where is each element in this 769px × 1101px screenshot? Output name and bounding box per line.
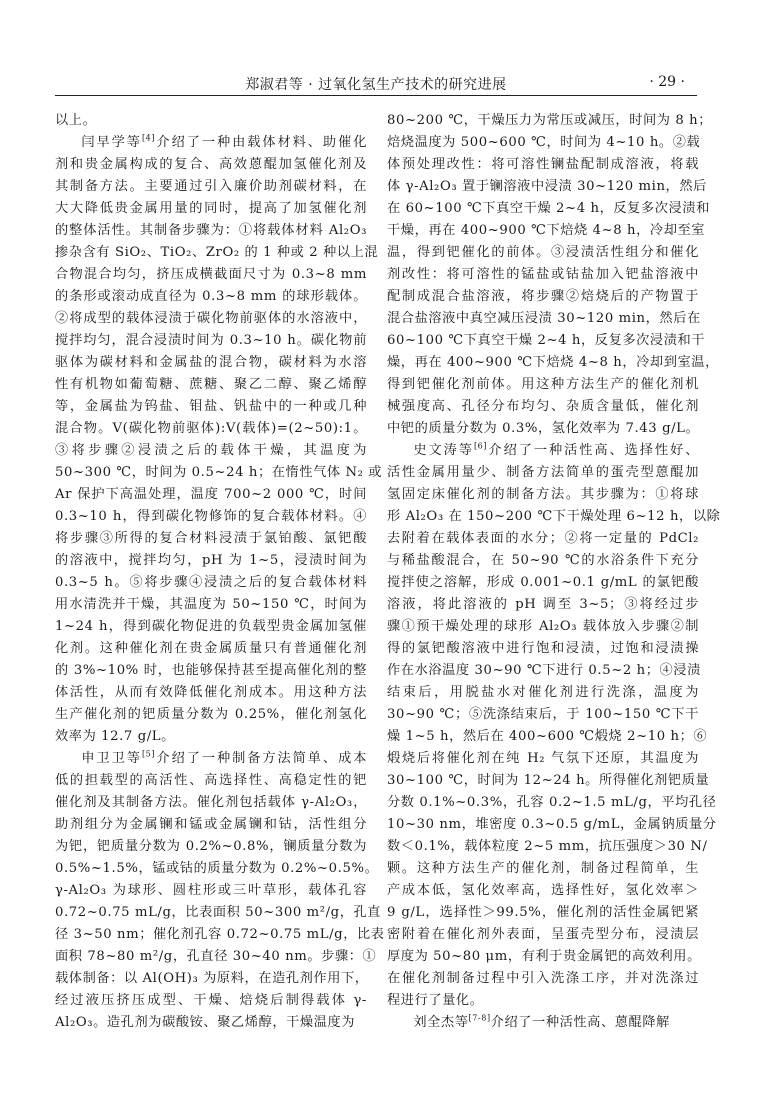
text-line: 程进行了量化。 — [387, 993, 484, 1008]
text-line: 化剂。这种催化剂在贵金属质量只有普通催化剂 — [55, 641, 367, 656]
text-line: 温，得到钯催化的前体。③浸渍活性组分和催化 — [387, 245, 699, 260]
text-line: 剂改性：将可溶性的锰盐或钴盐加入钯盐溶液中 — [387, 267, 699, 282]
running-head — [55, 70, 697, 96]
text-line: 作在水浴温度 30~90 ℃下进行 0.5~2 h；④浸渍 — [387, 663, 701, 678]
text-line: 械强度高、孔径分布均匀、杂质含量低，催化剂 — [387, 399, 699, 414]
text-line: 体 γ-Al₂O₃ 置于镧溶液中浸渍 30~120 min，然后 — [387, 179, 707, 194]
text-line: 低的担载型的高活性、高选择性、高稳定性的钯 — [55, 773, 367, 788]
text-line: 焙烧温度为 500~600 ℃，时间为 4~10 h。②载 — [387, 135, 701, 150]
text-line: 1~24 h，得到碳化物促进的负载型贵金属加氢催 — [55, 619, 367, 634]
text-line: 30~90 ℃；⑤洗涤结束后，于 100~150 ℃下干 — [387, 707, 699, 722]
text-line: 与稀盐酸混合，在 50~90 ℃的水浴条件下充分 — [387, 553, 699, 568]
text-line: 史文涛等[6]介绍了一种活性高、选择性好、 — [413, 441, 699, 458]
left-column — [55, 110, 385, 1034]
text-line: 30~100 ℃，时间为 12~24 h。所得催化剂钯质量 — [387, 773, 710, 788]
text-line: 面积 78~80 m²/g，孔直径 30~40 nm。步骤：① — [55, 949, 377, 964]
text-line: 剂和贵金属构成的复合、高效蒽醌加氢催化剂及 — [55, 157, 367, 172]
text-line: 效率为 12.7 g/L。 — [55, 729, 175, 744]
text-line: 0.3~10 h，得到碳化物修饰的复合载体材料。④ — [55, 509, 367, 524]
text-line: 载体制备：以 Al(OH)₃ 为原料，在造孔剂作用下， — [55, 971, 369, 986]
text-line: 厚度为 50~80 μm，有利于贵金属钯的高效利用。 — [387, 949, 701, 964]
paragraph-continuation — [55, 110, 367, 132]
text-line: 煅烧后将催化剂在纯 H₂ 气氛下还原，其温度为 — [387, 751, 699, 766]
text-line: 合物混合均匀，挤压成横截面尺寸为 0.3~8 mm — [55, 267, 367, 282]
text-line: ②将成型的载体浸渍于碳化物前驱体的水溶液中， — [55, 311, 367, 326]
text-line: 为钯，钯质量分数为 0.2%~0.8%，镧质量分数为 — [55, 839, 367, 854]
text-line: Ar 保护下高温处理，温度 700~2 000 ℃，时间 — [55, 487, 367, 502]
text-line: 体预处理改性：将可溶性镧盐配制成溶液，将载 — [387, 157, 699, 172]
text-line: 60~100 ℃下真空干燥 2~4 h，反复多次浸渍和干 — [387, 333, 706, 348]
text-line: 的溶液中，搅拌均匀，pH 为 1~5，浸渍时间为 — [55, 553, 367, 568]
text-line: 其制备方法。主要通过引入廉价助剂碳材料，在 — [55, 179, 367, 194]
text-line: 分数 0.1%~0.3%，孔容 0.2~1.5 mL/g，平均孔径 — [387, 795, 717, 810]
text-line: 50~300 ℃，时间为 0.5~24 h；在惰性气体 N₂ 或 — [55, 465, 383, 480]
paragraph-shi-wentao — [387, 440, 721, 1012]
text-line: 骤①预干燥处理的球形 Al₂O₃ 载体放入步骤②制 — [387, 619, 699, 634]
text-line: 掺杂含有 SiO₂、TiO₂、ZrO₂ 的 1 种或 2 种以上混 — [55, 245, 379, 260]
text-line: 结束后，用脱盐水对催化剂进行洗涤，温度为 — [387, 685, 699, 700]
right-column — [387, 110, 721, 1034]
text-line: 燥 1~5 h，然后在 400~600 ℃煅烧 2~10 h；⑥ — [387, 729, 708, 744]
text-line: 催化剂及其制备方法。催化剂包括载体 γ-Al₂O₃， — [55, 795, 367, 810]
text-line: 搅拌使之溶解，形成 0.001~0.1 g/mL 的氯钯酸 — [387, 575, 699, 590]
text-line: 配制成混合盐溶液，将步骤②焙烧后的产物置于 — [387, 289, 699, 304]
text-line: 数＜0.1%，载体粒度 2~5 mm，抗压强度＞30 N/ — [387, 839, 708, 854]
text-line: 等，金属盐为钨盐、钼盐、钒盐中的一种或几种 — [55, 399, 367, 414]
paragraph-yan-zaoxue — [55, 132, 383, 748]
text-line: 助剂组分为金属镧和锰或金属镧和钴，活性组分 — [55, 817, 367, 832]
text-line: 10~30 nm，堆密度 0.3~0.5 g/mL，金属钠质量分 — [387, 817, 717, 832]
text-line: 生产催化剂的钯质量分数为 0.25%，催化剂氢化 — [55, 707, 367, 722]
text-line: 在 60~100 ℃下真空干燥 2~4 h，反复多次浸渍和 — [387, 201, 710, 216]
text-line: 得到钯催化剂前体。用这种方法生产的催化剂机 — [387, 377, 699, 392]
text-line: 申卫卫等[5]介绍了一种制备方法简单、成本 — [81, 749, 367, 766]
text-line: 9 g/L，选择性＞99.5%，催化剂的活性金属钯紧 — [387, 905, 699, 920]
text-line: 用水清洗并干燥，其温度为 50~150 ℃，时间为 — [55, 597, 367, 612]
text-line: 形 Al₂O₃ 在 150~200 ℃下干燥处理 6~12 h，以除 — [387, 509, 721, 524]
text-line: 活性金属用量少、制备方法简单的蛋壳型蒽醌加 — [387, 465, 699, 480]
citation-ref: [5] — [141, 749, 156, 759]
text-line: 溶液，将此溶液的 pH 调至 3~5；③将经过步 — [387, 597, 699, 612]
text-line: 体活性，从而有效降低催化剂成本。用这种方法 — [55, 685, 367, 700]
text-line: 大大降低贵金属用量的同时，提高了加氢催化剂 — [55, 201, 367, 216]
running-title: 郑淑君等 · 过氧化氢生产技术的研究进展 — [245, 77, 507, 93]
text-line: 80~200 ℃，干燥压力为常压或减压，时间为 8 h； — [387, 113, 713, 128]
text-line: 刘全杰等[7-8]介绍了一种活性高、蒽醌降解 — [413, 1013, 670, 1030]
citation-ref: [7-8] — [468, 1013, 491, 1023]
paragraph-shen-weiwei — [55, 748, 385, 1034]
text-line: 产成本低，氢化效率高，选择性好，氢化效率＞ — [387, 883, 699, 898]
citation-ref: [6] — [473, 441, 488, 451]
text-line: 以上。 — [55, 113, 97, 128]
text-line: 驱体为碳材料和金属盐的混合物，碳材料为水溶 — [55, 355, 367, 370]
text-line: 性有机物如葡萄糖、蔗糖、聚乙二醇、聚乙烯醇 — [55, 377, 367, 392]
text-line: 径 3~50 nm；催化剂孔容 0.72~0.75 mL/g，比表 — [55, 927, 385, 942]
text-line: 0.3~5 h。⑤将步骤④浸渍之后的复合载体材料 — [55, 575, 367, 590]
text-line: 0.5%~1.5%，锰或钴的质量分数为 0.2%~0.5%。 — [55, 861, 379, 876]
text-line: 经过液压挤压成型、干燥、焙烧后制得载体 γ- — [55, 993, 367, 1008]
page-number: · 29 · — [649, 74, 685, 90]
text-line: 搅拌均匀，混合浸渍时间为 0.3~10 h。碳化物前 — [55, 333, 367, 348]
paragraph-shen-continuation — [387, 110, 719, 440]
text-line: 得的氯钯酸溶液中进行饱和浸渍，过饱和浸渍操 — [387, 641, 699, 656]
text-line: 闫早学等[4]介绍了一种由载体材料、助催化 — [81, 133, 367, 150]
text-line: 氢固定床催化剂的制备方法。其步骤为：①将球 — [387, 487, 699, 502]
text-line: 去附着在载体表面的水分；②将一定量的 PdCl₂ — [387, 531, 699, 546]
paragraph-liu-quanjie — [387, 1012, 699, 1034]
text-line: 将步骤③所得的复合材料浸渍于氯铂酸、氯钯酸 — [55, 531, 367, 546]
text-line: 0.72~0.75 mL/g，比表面积 50~300 m²/g，孔直 — [55, 905, 382, 920]
text-line: ③将步骤②浸渍之后的载体干燥，其温度为 — [55, 443, 367, 458]
text-line: 密附着在催化剂外表面，呈蛋壳型分布，浸渍层 — [387, 927, 699, 942]
text-line: 混合盐溶液中真空减压浸渍 30~120 min，然后在 — [387, 311, 701, 326]
text-line: Al₂O₃。造孔剂为碳酸铵、聚乙烯醇，干燥温度为 — [55, 1015, 356, 1030]
text-line: 干燥，再在 400~900 ℃下焙烧 4~8 h，冷却至室 — [387, 223, 706, 238]
header-rule — [55, 95, 697, 96]
citation-ref: [4] — [141, 133, 156, 143]
text-line: 混合物。V(碳化物前驱体):V(载体)=(2~50):1。 — [55, 421, 367, 436]
text-line: 燥，再在 400~900 ℃下焙烧 4~8 h，冷却到室温， — [387, 355, 719, 370]
text-line: 在催化剂制备过程中引入洗涤工序，并对洗涤过 — [387, 971, 699, 986]
text-line: 的整体活性。其制备步骤为：①将载体材料 Al₂O₃ — [55, 223, 367, 238]
text-line: 颗。这种方法生产的催化剂，制备过程简单，生 — [387, 861, 699, 876]
text-line: 的条形或滚动成直径为 0.3~8 mm 的球形载体。 — [55, 289, 367, 304]
text-line: 中钯的质量分数为 0.3%，氢化效率为 7.43 g/L。 — [387, 421, 700, 436]
text-line: γ-Al₂O₃ 为球形、圆柱形或三叶草形，载体孔容 — [55, 883, 367, 898]
text-line: 的 3%~10% 时，也能够保持甚至提高催化剂的整 — [55, 663, 367, 678]
